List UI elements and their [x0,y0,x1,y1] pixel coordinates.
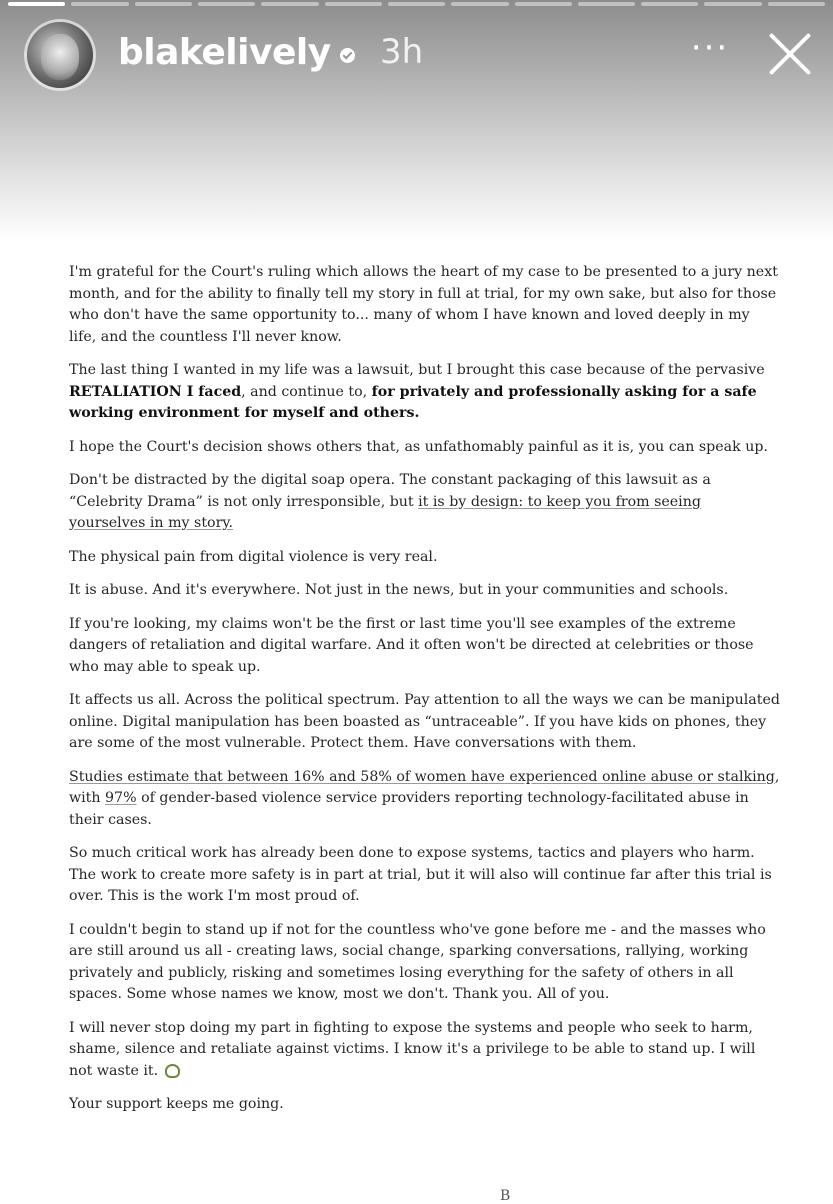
verified-badge-icon [340,48,355,63]
signature-partial: B [500,1188,511,1204]
paragraph-text: The last thing I wanted in my life was a lawsuit, but I brought this case because of the pervasive [69,362,765,378]
paragraph [69,920,781,1006]
progress-segment [71,2,128,6]
paragraph [69,360,781,425]
paragraph-text: , with [69,768,780,806]
avatar[interactable] [27,22,93,88]
paragraph [69,690,781,755]
progress-segment [388,2,445,6]
progress-segment [768,2,825,6]
progress-segment [515,2,572,6]
paragraph-text: I'm grateful for the Court's ruling which allows the heart of my case to be presented to a jury next month, and for the ability to finally tell my story in full at trial, for my own sake, but also for those who don't have the same opportunity to... many of whom I have known and loved deeply in my life, and the countless I'll never know. [69,264,778,345]
paragraph [69,437,781,459]
more-options-button[interactable]: ··· [690,28,730,68]
paragraph-text: Your support keeps me going. [69,1096,284,1112]
paragraph-text: I couldn't begin to stand up if not for the countless who've gone before me - and the masses who are still around us all - creating laws, social change, sparking conversations, rallying, working privately and publicly, risking and sometimes losing everything for the safety of others in all spaces. Some whose names we know, most we don't. Thank you. All of you. [69,921,766,1002]
paragraph [69,1018,781,1083]
paragraph [69,767,781,832]
paragraph-text: I will never stop doing my part in fighting to expose the systems and people who seek to harm, shame, silence and retaliate against victims. I know it's a privilege to be able to stand up. I will not waste it. [69,1019,756,1079]
paragraph [69,1094,781,1116]
paragraph [69,614,781,679]
bold-text: RETALIATION I faced [69,383,242,400]
bold-text: for privately and professionally asking for a safe working environment for myself and others. [69,383,757,421]
avatar-image [41,34,79,80]
paragraph [69,843,781,908]
progress-segment [704,2,761,6]
fist-emoji-icon [163,1061,179,1077]
progress-segment [451,2,508,6]
username[interactable]: blakelively [118,32,331,73]
post-time: 3h [380,32,424,72]
progress-segment [8,2,65,6]
paragraph [69,580,781,602]
paragraph-text: It affects us all. Across the political spectrum. Pay attention to all the ways we can be manipulated online. Digital manipulation has been boasted as “untraceable”. If you have kids on phones, they are some of the most vulnerable. Protect them. Have conversations with them. [69,692,780,751]
paragraph-text: The physical pain from digital violence is very real. [69,548,438,565]
paragraph-text: , and continue to, [241,383,372,400]
underlined-text: Studies estimate that between 16% and 58% of women have experienced online abuse or stalking [69,768,775,785]
progress-segment [261,2,318,6]
underlined-text: it is by design: to keep you from seeing yourselves in my story. [69,493,701,531]
progress-segment [135,2,192,6]
paragraph-text: I hope the Court's decision shows others that, as unfathomably painful as it is, you can speak up. [69,438,768,455]
progress-segment [325,2,382,6]
story-progress-bar [8,2,825,6]
paragraph-text: It is abuse. And it's everywhere. Not just in the news, but in your communities and schools. [69,582,729,598]
progress-segment [641,2,698,6]
story-header [0,18,833,90]
paragraph-text: of gender-based violence service providers reporting technology-facilitated abuse in their cases. [69,790,749,828]
paragraph-text: Don't be distracted by the digital soap opera. The constant packaging of this lawsuit as a “Celebrity Drama” is not only irresponsible, but [69,472,711,510]
statement-letter [69,262,781,1128]
underlined-text: 97% [105,790,137,806]
paragraph [69,547,781,569]
paragraph-text: If you're looking, my claims won't be the first or last time you'll see examples of the extreme dangers of retaliation and digital warfare. And it often won't be directed at celebrities or those who may able to speak up. [69,615,754,675]
progress-segment [578,2,635,6]
close-icon[interactable] [766,30,814,78]
paragraph [69,470,781,535]
progress-segment [198,2,255,6]
paragraph [69,262,781,348]
paragraph-text: So much critical work has already been done to expose systems, tactics and players who harm. The work to create more safety is in part at trial, but it will also will continue far after this trial is over. This is the work I'm most proud of. [69,845,772,904]
